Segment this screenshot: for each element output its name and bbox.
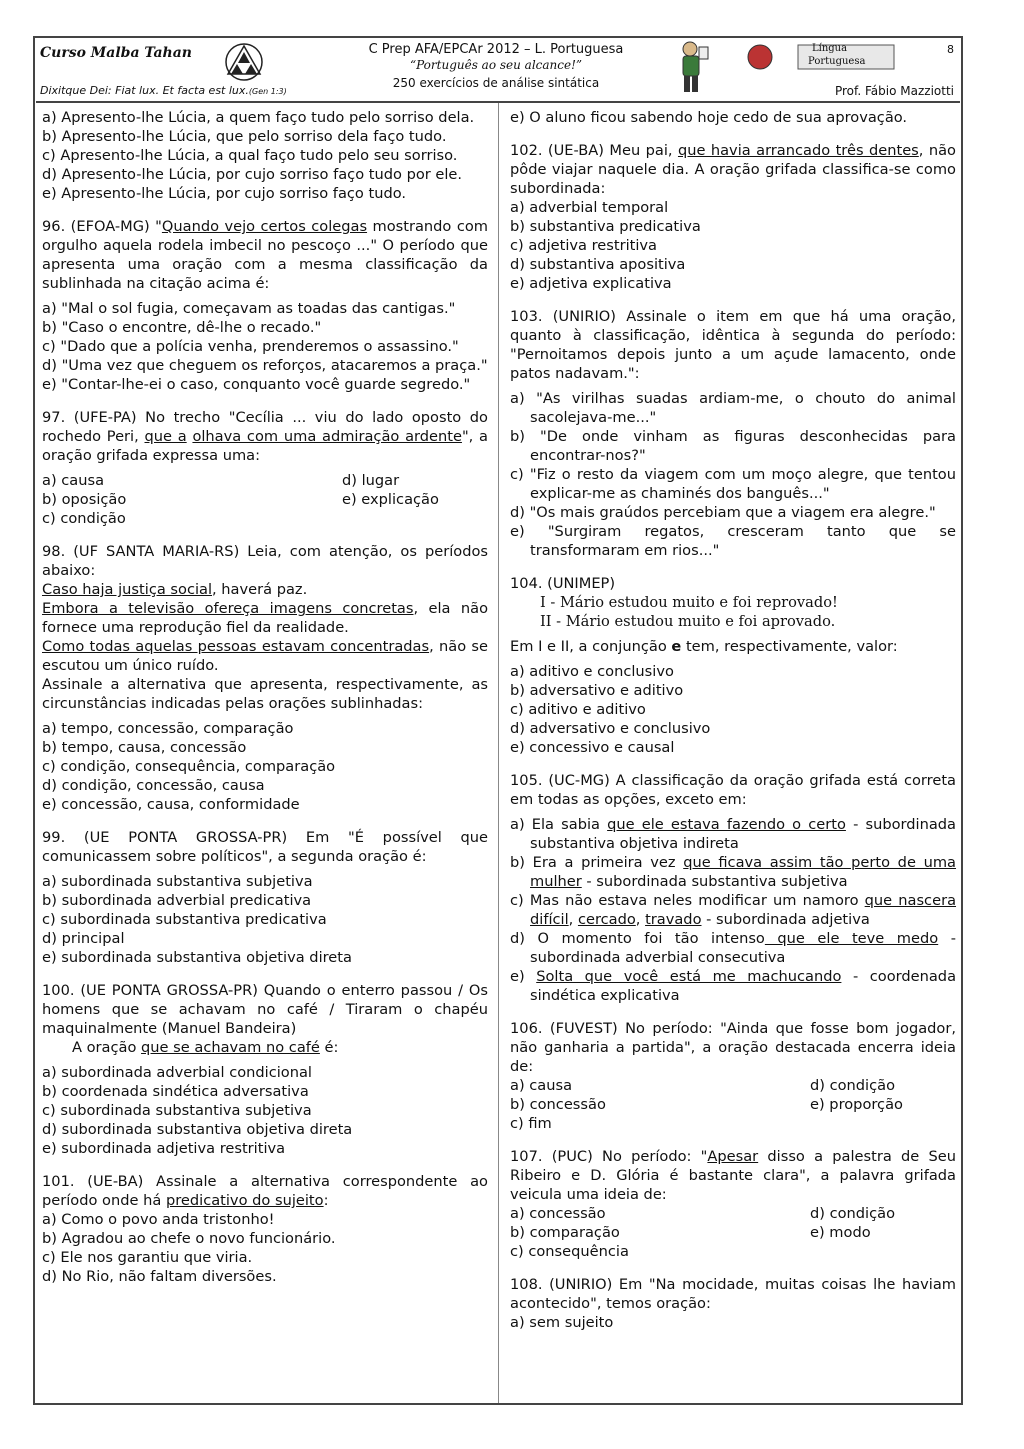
option: e) Apresento-lhe Lúcia, por cujo sorriso faço tudo. <box>42 185 407 202</box>
question-101 <box>42 1172 488 1286</box>
question-ask: Em I e II, a conjunção e tem, respectivamente, valor: <box>510 638 898 655</box>
option: a) subordinada adverbial condicional <box>42 1064 312 1081</box>
triangle-logo-icon <box>224 42 264 82</box>
question-stem: 97. (UFE-PA) No trecho "Cecília ... viu do lado oposto do rochedo Peri, que a olhava com uma admiração ardente", a oração grifada expressa uma: <box>42 409 488 464</box>
option: e) modo <box>810 1224 871 1241</box>
option: a) "As virilhas suadas ardiam-me, o chouto do animal sacolejava-me..." <box>510 390 956 426</box>
question-stem: 108. (UNIRIO) Em "Na mocidade, muitas coisas lhe haviam acontecido", temos oração: <box>510 1276 956 1312</box>
question-100 <box>42 981 488 1158</box>
option: a) Apresento-lhe Lúcia, a quem faço tudo pelo sorriso dela. <box>42 109 475 126</box>
question-108 <box>510 1275 956 1332</box>
question-105 <box>510 771 956 1005</box>
option: d) adversativo e conclusivo <box>510 720 711 737</box>
option: a) causa <box>42 472 105 489</box>
sentence: Como todas aquelas pessoas estavam concentradas, não se escutou um único ruído. <box>42 638 488 674</box>
option: c) adjetiva restritiva <box>510 237 657 254</box>
option: b) tempo, causa, concessão <box>42 739 247 756</box>
question-stem: 98. (UF SANTA MARIA-RS) Leia, com atenção, os períodos abaixo: <box>42 543 488 579</box>
question-stem: 99. (UE PONTA GROSSA-PR) Em "É possível que comunicassem sobre políticos", a segunda oração é: <box>42 829 488 865</box>
question-stem: 100. (UE PONTA GROSSA-PR) Quando o enterro passou / Os homens que se achavam no café / Tiraram o chapéu maquinalmente (Manuel Bandeira) <box>42 982 488 1037</box>
option: c) aditivo e aditivo <box>510 701 646 718</box>
logo-text-line1: Língua <box>812 43 848 54</box>
option: a) causa <box>510 1077 573 1094</box>
option: e) "Surgiram regatos, cresceram tanto que se transformaram em rios..." <box>510 523 956 559</box>
option: b) oposição <box>42 491 127 508</box>
right-column <box>510 108 956 1332</box>
option: c) Apresento-lhe Lúcia, a qual faço tudo pelo seu sorriso. <box>42 147 458 164</box>
question-99 <box>42 828 488 967</box>
option: a) tempo, concessão, comparação <box>42 720 294 737</box>
page-number: 8 <box>947 43 954 56</box>
mascot-icon <box>672 39 712 97</box>
option: b) Apresento-lhe Lúcia, que pelo sorriso dela faço tudo. <box>42 128 447 145</box>
option: e) concessão, causa, conformidade <box>42 796 300 813</box>
option: b) comparação <box>510 1224 620 1241</box>
question-103 <box>510 307 956 560</box>
question-stem: 102. (UE-BA) Meu pai, que havia arrancado três dentes, não pôde viajar naquele dia. A oração grifada classifica-se como subordinada: <box>510 142 956 197</box>
option: e) concessivo e causal <box>510 739 675 756</box>
course-name: Curso Malba Tahan <box>40 45 192 61</box>
option: d) No Rio, não faltam diversões. <box>42 1268 277 1285</box>
column-divider <box>498 103 499 1403</box>
option: c) condição <box>42 510 126 527</box>
question-98 <box>42 542 488 814</box>
option: b) concessão <box>510 1096 606 1113</box>
option: a) Ela sabia que ele estava fazendo o certo - subordinada substantiva objetiva indireta <box>510 816 956 852</box>
question-stem: 106. (FUVEST) No período: "Ainda que fosse bom jogador, não ganharia a partida", a oração destacada encerra ideia de: <box>510 1020 956 1075</box>
option: e) Solta que você está me machucando - coordenada sindética explicativa <box>510 968 957 1004</box>
option: c) "Fiz o resto da viagem com um moço alegre, que tentou explicar-me as chaminés dos banguês..." <box>510 466 956 502</box>
option: e) explicação <box>342 491 439 508</box>
option: e) "Contar-lhe-ei o caso, conquanto você guarde segredo." <box>42 376 471 393</box>
option: a) adverbial temporal <box>510 199 669 216</box>
option: b) "De onde vinham as figuras desconhecidas para encontrar-nos?" <box>510 428 956 464</box>
option: c) "Dado que a polícia venha, prenderemos o assassino." <box>42 338 459 355</box>
option: a) "Mal o sol fugia, começavam as toadas das cantigas." <box>42 300 456 317</box>
option: c) consequência <box>510 1243 629 1260</box>
question-96 <box>42 217 488 394</box>
page-header <box>36 39 960 103</box>
option: b) adversativo e aditivo <box>510 682 684 699</box>
question-104 <box>510 574 956 757</box>
option: e) adjetiva explicativa <box>510 275 672 292</box>
option: d) condição <box>810 1205 896 1222</box>
question-97 <box>42 408 488 528</box>
header-title: C Prep AFA/EPCAr 2012 – L. Portuguesa <box>368 42 624 57</box>
option: d) "Uma vez que cheguem os reforços, atacaremos a praça." <box>42 357 488 374</box>
sentence: I - Mário estudou muito e foi reprovado! <box>540 594 838 611</box>
option: d) substantiva apositiva <box>510 256 686 273</box>
option: a) sem sujeito <box>510 1314 614 1331</box>
option: d) Apresento-lhe Lúcia, por cujo sorriso faço tudo por ele. <box>42 166 463 183</box>
option: c) subordinada substantiva subjetiva <box>42 1102 312 1119</box>
sentence: Caso haja justiça social, haverá paz. <box>42 581 308 598</box>
option: e) proporção <box>810 1096 903 1113</box>
question-106 <box>510 1019 956 1133</box>
question-stem: 105. (UC-MG) A classificação da oração grifada está correta em todas as opções, exceto em: <box>510 772 956 808</box>
option: a) subordinada substantiva subjetiva <box>42 873 313 890</box>
option: e) subordinada adjetiva restritiva <box>42 1140 286 1157</box>
sentence: II - Mário estudou muito e foi aprovado. <box>540 613 836 630</box>
professor-name: Prof. Fábio Mazziotti <box>834 84 954 98</box>
option: c) subordinada substantiva predicativa <box>42 911 327 928</box>
option: d) condição <box>810 1077 896 1094</box>
option: d) principal <box>42 930 125 947</box>
option: d) lugar <box>342 472 400 489</box>
option: b) Era a primeira vez que ficava assim tão perto de uma mulher - subordinada substantiva subjetiva <box>510 854 957 890</box>
option: d) "Os mais graúdos percebiam que a viagem era alegre." <box>510 504 936 521</box>
option: c) fim <box>510 1115 552 1132</box>
question-ask: Assinale a alternativa que apresenta, respectivamente, as circunstâncias indicadas pelas orações sublinhadas: <box>42 676 488 712</box>
option: d) O momento foi tão intenso que ele teve medo - subordinada adverbial consecutiva <box>510 930 957 966</box>
left-column <box>42 108 488 1286</box>
option: e) O aluno ficou sabendo hoje cedo de sua aprovação. <box>510 109 908 126</box>
option: d) subordinada substantiva objetiva direta <box>42 1121 353 1138</box>
question-ask: A oração que se achavam no café é: <box>72 1039 339 1056</box>
option: a) Como o povo anda tristonho! <box>42 1211 275 1228</box>
question-stem: 104. (UNIMEP) <box>510 575 616 592</box>
option: b) subordinada adverbial predicativa <box>42 892 312 909</box>
question-107 <box>510 1147 956 1261</box>
header-center <box>346 42 646 90</box>
option: e) subordinada substantiva objetiva direta <box>42 949 352 966</box>
question-stem: 107. (PUC) No período: "Apesar disso a palestra de Seu Ribeiro e D. Glória é bastante clara", a palavra grifada veicula uma ideia de: <box>510 1148 956 1203</box>
logo-text-line2: Portuguesa <box>808 56 866 67</box>
sentence: Embora a televisão ofereça imagens concretas, ela não fornece uma reprodução fiel da realidade. <box>42 600 488 636</box>
question-95-options <box>42 108 488 203</box>
option: b) "Caso o encontre, dê-lhe o recado." <box>42 319 322 336</box>
option: c) Mas não estava neles modificar um namoro que nascera difícil, cercado, travado - subordinada adjetiva <box>510 892 957 928</box>
header-slogan: “Português ao seu alcance!” <box>409 58 583 72</box>
question-102 <box>510 141 956 293</box>
option: a) aditivo e conclusivo <box>510 663 674 680</box>
header-subtitle: 250 exercícios de análise sintática <box>392 76 600 90</box>
option: b) coordenada sindética adversativa <box>42 1083 309 1100</box>
question-stem: 103. (UNIRIO) Assinale o item em que há uma oração, quanto à classificação, idêntica à segunda do período: "Pernoitamos depois junto a um açude lamacento, onde patos nadavam.": <box>510 308 956 382</box>
option: c) Ele nos garantiu que viria. <box>42 1249 253 1266</box>
option: b) Agradou ao chefe o novo funcionário. <box>42 1230 336 1247</box>
option: c) condição, consequência, comparação <box>42 758 336 775</box>
question-stem: 96. (EFOA-MG) "Quando vejo certos colegas mostrando com orgulho aquela rodela imbecil no pescoço ..." O período que apresenta uma oração com a mesma classificação da sublinhada na citação acima é: <box>42 218 488 292</box>
question-stem: 101. (UE-BA) Assinale a alternativa correspondente ao período onde há predicativo do sujeito: <box>42 1173 488 1209</box>
option: b) substantiva predicativa <box>510 218 701 235</box>
header-motto: Dixitque Dei: Fiat lux. Et facta est lux.(Gen 1:3) <box>40 84 287 97</box>
option: d) condição, concessão, causa <box>42 777 265 794</box>
option: a) concessão <box>510 1205 606 1222</box>
